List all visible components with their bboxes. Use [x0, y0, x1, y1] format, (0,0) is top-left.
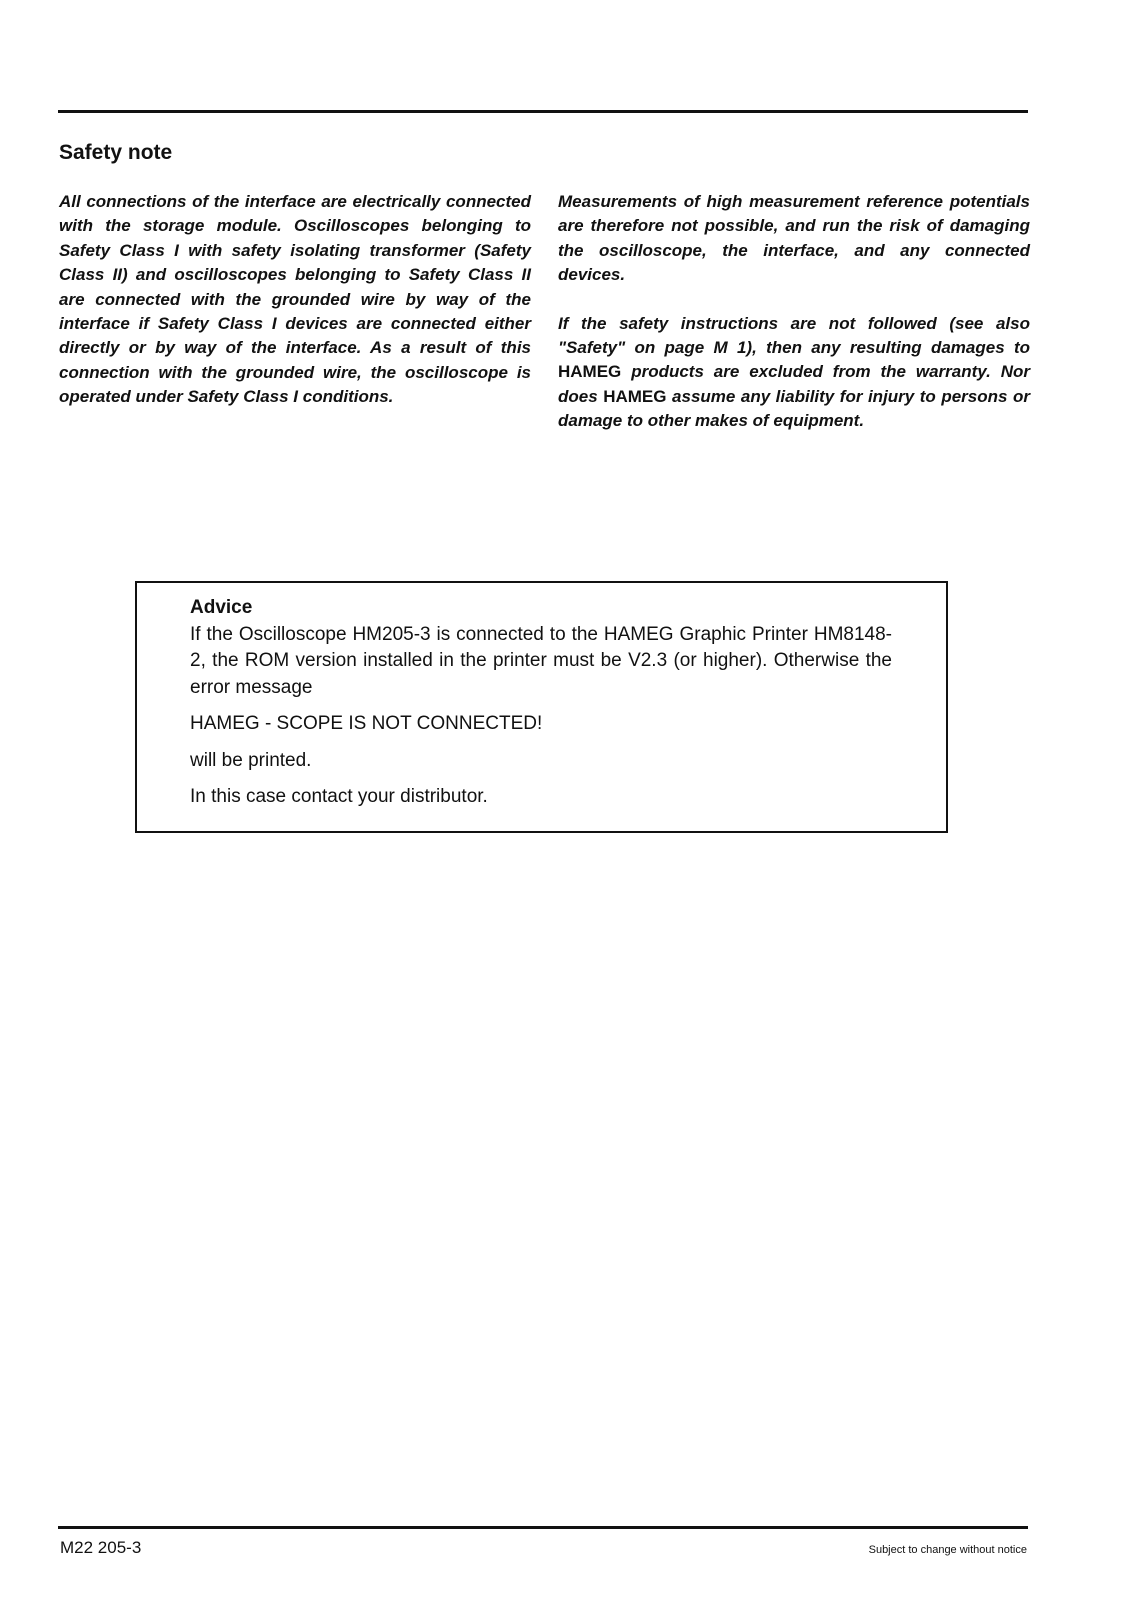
brand-name-2: HAMEG — [603, 386, 667, 406]
right-paragraph-2 — [558, 312, 1030, 434]
section-title: Safety note — [59, 141, 173, 164]
brand-name-1: HAMEG — [558, 362, 622, 382]
right-paragraph-2-part-2: products are excluded from the warranty. Nor does — [558, 362, 1030, 406]
left-paragraph: All connections of the interface are electrically connected with the storage module. Oscilloscopes belonging to Safety Class I with safety isolating transformer (Safety Class II) and oscilloscopes belonging to Safety Class II are connected with the grounded wire by way of the interface if Safety Class I devices are connected either directly or by way of the interface. As a result of this connection with the grounded wire, the oscilloscope is operated under Safety Class I conditions. — [59, 192, 531, 407]
right-paragraph-2-part-3: assume any liability for injury to persons or damage to other makes of equipment. — [558, 386, 1030, 431]
right-column — [558, 190, 1030, 434]
footer-page-code: M22 205-3 — [60, 1538, 142, 1557]
left-column — [59, 190, 531, 410]
bottom-rule — [58, 1526, 1028, 1529]
advice-box — [135, 581, 948, 833]
right-paragraph-2-part-1: If the safety instructions are not followed (see also "Safety" on page M 1), then any resulting damages to — [558, 313, 1030, 358]
footer-notice: Subject to change without notice — [868, 1544, 1027, 1556]
advice-body: If the Oscilloscope HM205-3 is connected to the HAMEG Graphic Printer HM8148-2, the ROM version installed in the printer must be V2.3 (or higher). Otherwise the error message — [190, 623, 892, 698]
advice-contact-text: In this case contact your distributor. — [190, 786, 488, 807]
advice-printed-text: will be printed. — [190, 749, 312, 771]
right-paragraph-1: Measurements of high measurement reference potentials are therefore not possible, and run the risk of damaging the oscilloscope, the interface, and any connected devices. — [558, 192, 1030, 285]
advice-content — [190, 595, 892, 811]
advice-title: Advice — [190, 597, 253, 618]
advice-error-message: HAMEG - SCOPE IS NOT CONNECTED! — [190, 713, 543, 734]
top-rule — [58, 110, 1028, 113]
